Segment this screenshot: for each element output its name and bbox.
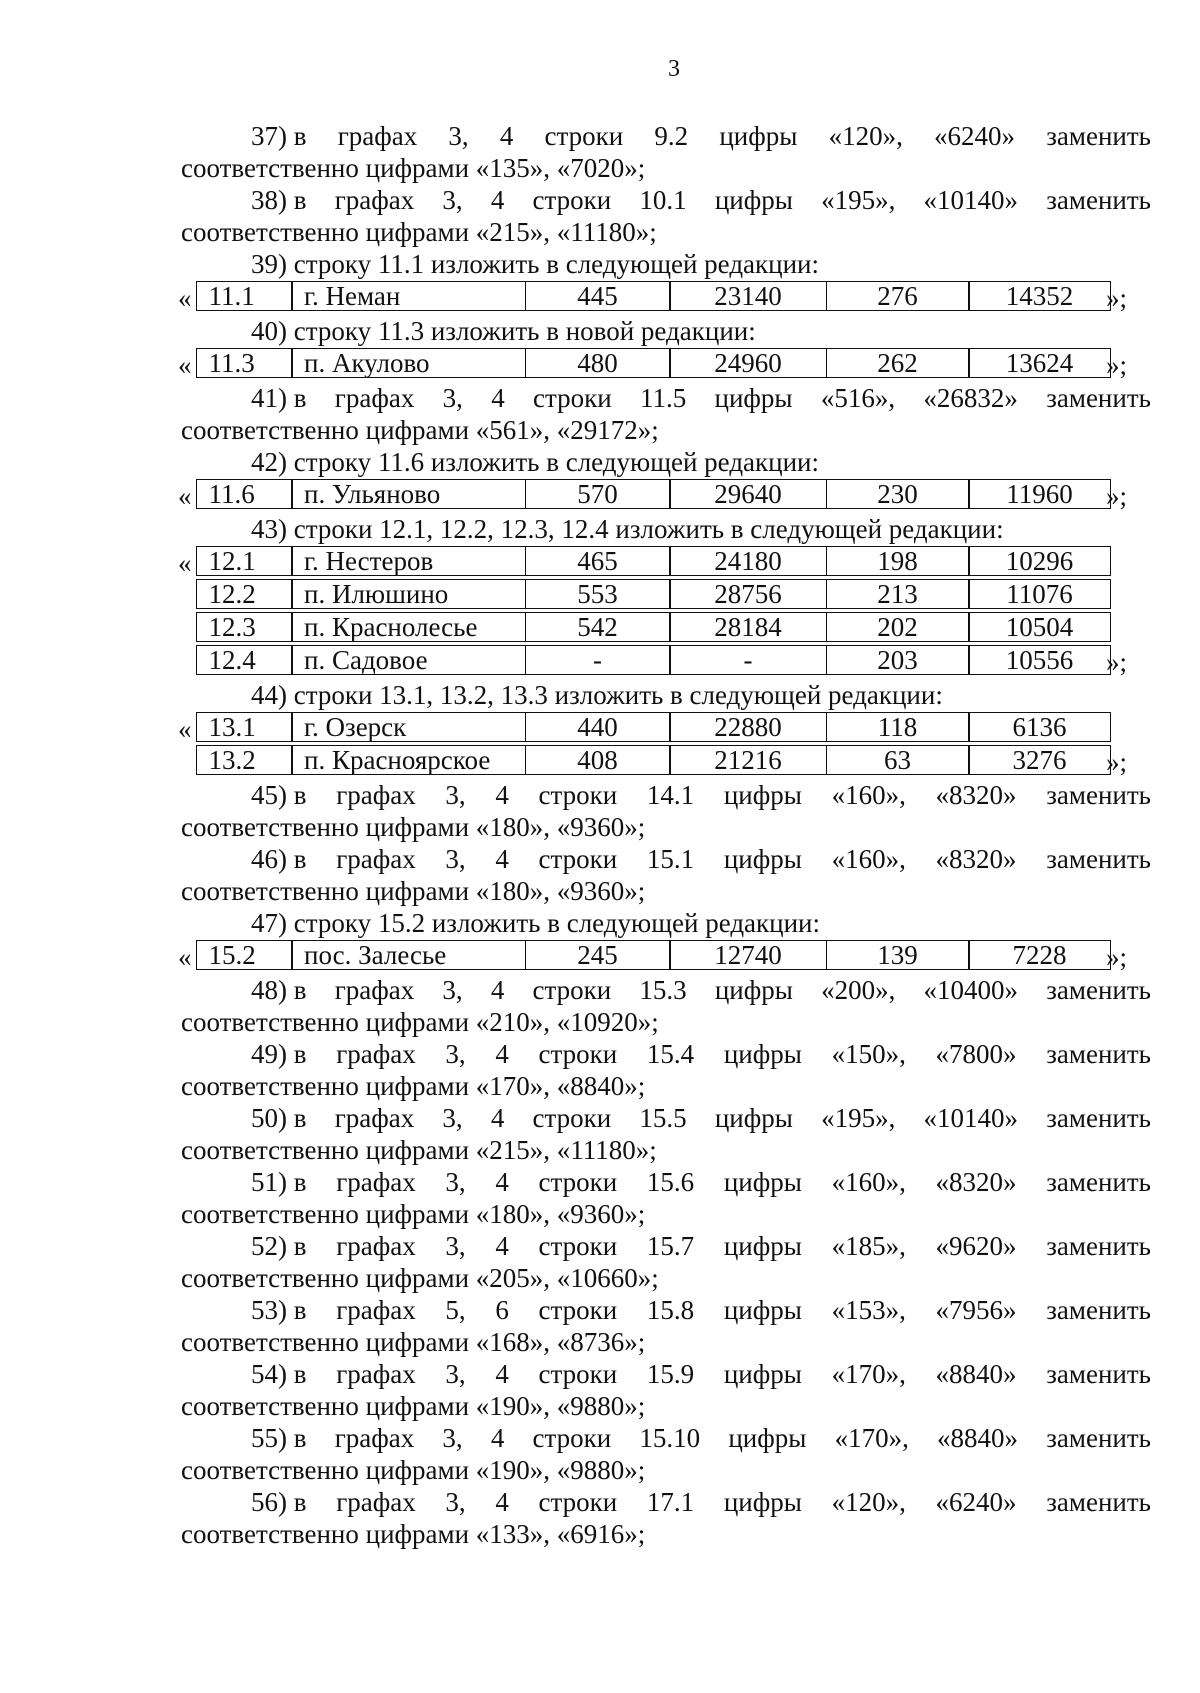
amendment-word: 17.1 bbox=[646, 1487, 695, 1517]
amendment-word: «26832» bbox=[923, 383, 1018, 413]
amendment-word: 4 bbox=[490, 185, 505, 215]
value-col5-cell: 202 bbox=[826, 612, 970, 642]
value-col3-cell: 245 bbox=[525, 940, 671, 970]
amendment-word: 4 bbox=[491, 383, 505, 413]
amendment-word: «9620» bbox=[935, 1231, 1017, 1261]
amendment-word: 3, bbox=[442, 975, 463, 1005]
row-number-cell: 11.1 bbox=[196, 281, 293, 311]
amendment-word: «120», bbox=[831, 1487, 906, 1517]
amendment-item bbox=[181, 843, 1151, 907]
value-col5-cell: 230 bbox=[826, 479, 970, 509]
locality-cell: п. Ульяново bbox=[291, 479, 526, 509]
amendment-word: графах bbox=[336, 1039, 416, 1069]
amendment-word: 3, bbox=[442, 1423, 463, 1453]
amendment-word: строки bbox=[532, 185, 612, 215]
value-col4-cell: 24180 bbox=[669, 546, 827, 576]
amendment-word: 9.2 bbox=[654, 121, 689, 151]
amendment-word: графах bbox=[334, 383, 415, 413]
amendment-word: 3, bbox=[445, 844, 466, 874]
row-number-cell: 12.4 bbox=[196, 645, 293, 675]
amendment-word: цифры bbox=[723, 1231, 802, 1261]
amendment-word: «7956» bbox=[935, 1295, 1017, 1325]
amendment-item bbox=[181, 120, 1151, 184]
amendment-item bbox=[181, 1486, 1151, 1550]
value-col6-cell: 14352 bbox=[968, 281, 1111, 311]
amendment-word: цифры bbox=[723, 844, 802, 874]
amendment-word: заменить bbox=[1046, 780, 1151, 810]
amendment-word: 4 bbox=[495, 780, 509, 810]
amendment-word: 3, bbox=[445, 780, 466, 810]
amendment-word: «7800» bbox=[935, 1039, 1017, 1069]
amendment-item bbox=[181, 779, 1151, 843]
amendment-word: «120», bbox=[828, 121, 903, 151]
amendment-first-line bbox=[181, 382, 1151, 414]
amendment-continuation: соответственно цифрами «561», «29172»; bbox=[181, 415, 659, 445]
page-number: 3 bbox=[668, 56, 680, 82]
value-col3-cell: 440 bbox=[525, 712, 671, 742]
amendment-word: заменить bbox=[1046, 121, 1151, 151]
amendment-item bbox=[181, 184, 1151, 248]
value-col4-cell: 28184 bbox=[669, 612, 827, 642]
amendment-continuation: соответственно цифрами «168», «8736»; bbox=[181, 1327, 646, 1357]
amendment-word: «10140» bbox=[923, 185, 1019, 215]
amendment-word: заменить bbox=[1046, 1103, 1151, 1133]
closing-quote: »; bbox=[1106, 747, 1128, 777]
amendment-word: графах bbox=[334, 975, 415, 1005]
value-col6-cell: 11960 bbox=[968, 479, 1111, 509]
amendment-word: «195», bbox=[821, 1103, 896, 1133]
amendment-word: строки bbox=[532, 1423, 612, 1453]
amendment-word: «8840» bbox=[935, 1359, 1017, 1389]
amendment-word: 37) в bbox=[251, 121, 307, 151]
table-row-cells bbox=[197, 713, 1111, 742]
amendment-word: «170», bbox=[834, 1423, 909, 1453]
amendment-word: заменить bbox=[1046, 975, 1151, 1005]
amendment-word: графах bbox=[336, 780, 416, 810]
amendment-continuation: соответственно цифрами «215», «11180»; bbox=[181, 217, 657, 247]
amendment-word: 15.6 bbox=[646, 1167, 695, 1197]
amendment-word: «160», bbox=[831, 780, 906, 810]
value-col6-cell: 6136 bbox=[968, 712, 1111, 742]
opening-quote: « bbox=[178, 350, 192, 380]
row-number-cell: 11.6 bbox=[196, 479, 293, 509]
value-col5-cell: 262 bbox=[826, 348, 970, 378]
value-col5-cell: 213 bbox=[826, 579, 970, 609]
closing-quote: »; bbox=[1106, 481, 1128, 511]
amendment-word: заменить bbox=[1046, 1359, 1151, 1389]
row-number-cell: 12.2 bbox=[196, 579, 293, 609]
table-row bbox=[178, 280, 1151, 315]
amendment-word: 5, bbox=[445, 1295, 466, 1325]
value-col6-cell: 10504 bbox=[968, 612, 1111, 642]
amendment-word: 48) в bbox=[251, 975, 307, 1005]
table-row bbox=[178, 711, 1151, 746]
table-row bbox=[181, 580, 1151, 613]
amendment-word: «8320» bbox=[935, 780, 1017, 810]
value-col4-cell: 21216 bbox=[669, 745, 827, 775]
amendment-word: 4 bbox=[495, 1359, 509, 1389]
document-body bbox=[178, 120, 1151, 1550]
amendment-first-line bbox=[181, 1038, 1151, 1070]
amendment-word: графах bbox=[336, 844, 416, 874]
amendment-item bbox=[181, 1038, 1151, 1102]
amendment-word: цифры bbox=[723, 1039, 802, 1069]
amendment-continuation: соответственно цифрами «190», «9880»; bbox=[181, 1455, 646, 1485]
amendment-word: 45) в bbox=[251, 780, 307, 810]
value-col5-cell: 118 bbox=[826, 712, 970, 742]
amendment-word: 3, bbox=[442, 383, 463, 413]
amendment-word: «200», bbox=[821, 975, 896, 1005]
amendment-first-line bbox=[181, 1422, 1151, 1454]
amendment-word: строки bbox=[538, 780, 618, 810]
amendment-word: 4 bbox=[495, 1231, 509, 1261]
amendment-word: заменить bbox=[1046, 1039, 1151, 1069]
amendment-word: заменить bbox=[1046, 1423, 1151, 1453]
amendment-word: 3, bbox=[445, 1231, 466, 1261]
amendment-word: графах bbox=[336, 1167, 416, 1197]
amendment-item bbox=[181, 382, 1151, 446]
table-row bbox=[178, 478, 1151, 513]
amendment-word: цифры bbox=[714, 383, 793, 413]
amendment-word: 15.10 bbox=[639, 1423, 701, 1453]
locality-cell: п. Акулово bbox=[291, 348, 526, 378]
amendment-word: графах bbox=[336, 1231, 416, 1261]
amendment-heading: 44) строки 13.1, 13.2, 13.3 изложить в следующей редакции: bbox=[251, 680, 943, 710]
amendment-word: заменить bbox=[1046, 1231, 1151, 1261]
table-row-cells bbox=[197, 480, 1111, 509]
amendment-first-line bbox=[181, 779, 1151, 811]
amendment-word: цифры bbox=[728, 1423, 807, 1453]
amendment-word: 3, bbox=[445, 1359, 466, 1389]
amendment-word: 4 bbox=[490, 975, 505, 1005]
amendment-word: 3, bbox=[448, 121, 469, 151]
amendment-word: строки bbox=[538, 1167, 618, 1197]
value-col5-cell: 203 bbox=[826, 645, 970, 675]
replacement-table bbox=[178, 280, 1151, 315]
amendment-item bbox=[181, 1230, 1151, 1294]
amendment-first-line bbox=[181, 1102, 1151, 1134]
table-row-cells bbox=[197, 282, 1111, 311]
value-col6-cell: 11076 bbox=[968, 579, 1111, 609]
amendment-continuation: соответственно цифрами «190», «9880»; bbox=[181, 1391, 646, 1421]
amendment-word: 15.5 bbox=[639, 1103, 687, 1133]
opening-quote: « bbox=[178, 283, 192, 313]
locality-cell: г. Озерск bbox=[291, 712, 526, 742]
amendment-word: цифры bbox=[723, 780, 802, 810]
amendment-first-line bbox=[181, 120, 1151, 152]
amendment-word: «6240» bbox=[935, 1487, 1017, 1517]
value-col6-cell: 7228 bbox=[968, 940, 1111, 970]
value-col4-cell: 29640 bbox=[669, 479, 827, 509]
amendment-word: заменить bbox=[1046, 383, 1151, 413]
amendment-word: графах bbox=[336, 1295, 416, 1325]
amendment-first-line bbox=[181, 1358, 1151, 1390]
amendment-word: строки bbox=[538, 1295, 618, 1325]
table-row bbox=[181, 646, 1151, 679]
amendment-word: графах bbox=[337, 121, 418, 151]
value-col4-cell: 22880 bbox=[669, 712, 827, 742]
amendment-continuation: соответственно цифрами «205», «10660»; bbox=[181, 1263, 659, 1293]
amendment-word: 56) в bbox=[251, 1487, 307, 1517]
amendment-word: графах bbox=[334, 185, 415, 215]
amendment-word: «10140» bbox=[923, 1103, 1019, 1133]
value-col4-cell: 28756 bbox=[669, 579, 827, 609]
amendment-word: графах bbox=[334, 1103, 415, 1133]
row-number-cell: 11.3 bbox=[196, 348, 293, 378]
amendment-word: «8320» bbox=[935, 1167, 1017, 1197]
amendment-first-line bbox=[181, 843, 1151, 875]
closing-quote: »; bbox=[1106, 283, 1128, 313]
value-col4-cell: - bbox=[669, 645, 827, 675]
amendment-continuation: соответственно цифрами «135», «7020»; bbox=[181, 153, 646, 183]
amendment-word: строки bbox=[538, 1487, 618, 1517]
value-col3-cell: 570 bbox=[525, 479, 671, 509]
opening-quote: « bbox=[178, 942, 192, 972]
amendment-word: 4 bbox=[495, 1487, 509, 1517]
amendment-word: 4 bbox=[490, 1103, 505, 1133]
amendment-word: цифры bbox=[714, 975, 793, 1005]
amendment-word: заменить bbox=[1046, 1487, 1151, 1517]
table-row bbox=[178, 545, 1151, 580]
amendment-word: строки bbox=[532, 975, 612, 1005]
amendment-word: 54) в bbox=[251, 1359, 307, 1389]
value-col3-cell: 465 bbox=[525, 546, 671, 576]
locality-cell: пос. Залесье bbox=[291, 940, 526, 970]
amendment-heading: 39) строку 11.1 изложить в следующей редакции: bbox=[251, 249, 820, 279]
amendment-word: 6 bbox=[495, 1295, 509, 1325]
amendment-word: 10.1 bbox=[639, 185, 687, 215]
value-col6-cell: 13624 bbox=[968, 348, 1111, 378]
amendment-word: 55) в bbox=[251, 1423, 307, 1453]
value-col3-cell: 542 bbox=[525, 612, 671, 642]
amendment-continuation: соответственно цифрами «170», «8840»; bbox=[181, 1071, 646, 1101]
amendment-word: строки bbox=[538, 844, 618, 874]
value-col6-cell: 10556 bbox=[968, 645, 1111, 675]
locality-cell: г. Неман bbox=[291, 281, 526, 311]
closing-quote: »; bbox=[1106, 942, 1128, 972]
amendment-first-line bbox=[181, 184, 1151, 216]
amendment-word: 15.3 bbox=[639, 975, 687, 1005]
amendment-word: «160», bbox=[831, 1167, 906, 1197]
amendment-word: 4 bbox=[495, 844, 509, 874]
amendment-word: 15.8 bbox=[646, 1295, 695, 1325]
amendment-first-line bbox=[181, 1486, 1151, 1518]
opening-quote: « bbox=[178, 548, 192, 578]
value-col4-cell: 24960 bbox=[669, 348, 827, 378]
replacement-table bbox=[178, 478, 1151, 513]
value-col3-cell: 480 bbox=[525, 348, 671, 378]
table-row bbox=[181, 746, 1151, 779]
amendment-word: графах bbox=[334, 1423, 415, 1453]
amendment-word: «170», bbox=[831, 1359, 906, 1389]
replacement-table bbox=[178, 545, 1151, 679]
amendment-word: «6240» bbox=[934, 121, 1016, 151]
amendment-item bbox=[181, 1102, 1151, 1166]
amendment-word: 3, bbox=[442, 1103, 463, 1133]
amendment-first-line bbox=[181, 974, 1151, 1006]
amendment-word: 51) в bbox=[251, 1167, 307, 1197]
amendment-word: 46) в bbox=[251, 844, 307, 874]
value-col3-cell: 408 bbox=[525, 745, 671, 775]
value-col5-cell: 198 bbox=[826, 546, 970, 576]
amendment-word: 14.1 bbox=[646, 780, 695, 810]
amendment-word: заменить bbox=[1046, 844, 1151, 874]
value-col5-cell: 139 bbox=[826, 940, 970, 970]
amendment-word: «8320» bbox=[935, 844, 1017, 874]
amendment-word: 15.9 bbox=[646, 1359, 695, 1389]
amendment-word: цифры bbox=[719, 121, 798, 151]
amendment-word: графах bbox=[336, 1359, 416, 1389]
table-row-cells bbox=[197, 349, 1111, 378]
amendment-word: 3, bbox=[445, 1487, 466, 1517]
amendment-word: 3, bbox=[445, 1167, 466, 1197]
amendment-item bbox=[181, 1422, 1151, 1486]
amendment-first-line bbox=[181, 1230, 1151, 1262]
amendment-heading: 40) строку 11.3 изложить в новой редакции: bbox=[251, 316, 756, 346]
amendment-word: 4 bbox=[495, 1167, 509, 1197]
closing-quote: »; bbox=[1106, 647, 1128, 677]
amendment-word: строки bbox=[532, 1103, 612, 1133]
table-row bbox=[181, 613, 1151, 646]
locality-cell: п. Илюшино bbox=[291, 579, 526, 609]
locality-cell: п. Красноярское bbox=[291, 745, 526, 775]
amendment-continuation: соответственно цифрами «133», «6916»; bbox=[181, 1519, 646, 1549]
amendment-word: графах bbox=[336, 1487, 416, 1517]
replacement-table bbox=[178, 939, 1151, 974]
row-number-cell: 13.2 bbox=[196, 745, 293, 775]
amendment-continuation: соответственно цифрами «210», «10920»; bbox=[181, 1007, 659, 1037]
locality-cell: г. Нестеров bbox=[291, 546, 526, 576]
amendment-word: «516», bbox=[820, 383, 896, 413]
closing-quote: »; bbox=[1106, 350, 1128, 380]
amendment-word: 50) в bbox=[251, 1103, 307, 1133]
amendment-continuation: соответственно цифрами «180», «9360»; bbox=[181, 876, 646, 906]
amendment-word: цифры bbox=[714, 185, 793, 215]
table-row bbox=[178, 939, 1151, 974]
amendment-word: заменить bbox=[1046, 1295, 1151, 1325]
amendment-item bbox=[181, 1166, 1151, 1230]
amendment-word: 3, bbox=[442, 185, 463, 215]
amendment-word: 3, bbox=[445, 1039, 466, 1069]
amendment-first-line bbox=[181, 1294, 1151, 1326]
value-col6-cell: 10296 bbox=[968, 546, 1111, 576]
amendment-word: 15.7 bbox=[646, 1231, 695, 1261]
row-number-cell: 13.1 bbox=[196, 712, 293, 742]
amendment-first-line bbox=[181, 1166, 1151, 1198]
locality-cell: п. Садовое bbox=[291, 645, 526, 675]
amendment-item bbox=[181, 1358, 1151, 1422]
amendment-word: 4 bbox=[490, 1423, 505, 1453]
value-col4-cell: 12740 bbox=[669, 940, 827, 970]
replacement-table bbox=[178, 711, 1151, 779]
table-row-cells bbox=[197, 746, 1111, 775]
amendment-word: «150», bbox=[831, 1039, 906, 1069]
amendment-word: строки bbox=[538, 1039, 618, 1069]
amendment-word: строки bbox=[538, 1231, 618, 1261]
amendment-word: строки bbox=[538, 1359, 618, 1389]
value-col3-cell: 445 bbox=[525, 281, 671, 311]
amendment-word: цифры bbox=[723, 1167, 802, 1197]
amendment-word: 52) в bbox=[251, 1231, 307, 1261]
amendment-word: 4 bbox=[499, 121, 514, 151]
amendment-item bbox=[181, 974, 1151, 1038]
amendment-continuation: соответственно цифрами «180», «9360»; bbox=[181, 812, 646, 842]
amendment-word: строки bbox=[544, 121, 624, 151]
row-number-cell: 15.2 bbox=[196, 940, 293, 970]
value-col6-cell: 3276 bbox=[968, 745, 1111, 775]
table-row-cells bbox=[197, 941, 1111, 970]
table-row-cells bbox=[197, 580, 1111, 609]
opening-quote: « bbox=[178, 714, 192, 744]
amendment-word: «185», bbox=[831, 1231, 906, 1261]
amendment-word: 53) в bbox=[251, 1295, 307, 1325]
locality-cell: п. Краснолесье bbox=[291, 612, 526, 642]
amendment-word: «160», bbox=[831, 844, 906, 874]
amendment-continuation: соответственно цифрами «180», «9360»; bbox=[181, 1199, 646, 1229]
table-row-cells bbox=[197, 613, 1111, 642]
amendment-word: 15.4 bbox=[646, 1039, 695, 1069]
amendment-word: 11.5 bbox=[639, 383, 687, 413]
value-col3-cell: 553 bbox=[525, 579, 671, 609]
amendment-word: цифры bbox=[723, 1487, 802, 1517]
amendment-word: строки bbox=[532, 383, 612, 413]
amendment-word: заменить bbox=[1046, 185, 1151, 215]
amendment-word: «195», bbox=[821, 185, 896, 215]
amendment-word: цифры bbox=[723, 1359, 802, 1389]
row-number-cell: 12.1 bbox=[196, 546, 293, 576]
table-row-cells bbox=[197, 646, 1111, 675]
row-number-cell: 12.3 bbox=[196, 612, 293, 642]
amendment-word: 41) в bbox=[251, 383, 307, 413]
value-col5-cell: 63 bbox=[826, 745, 970, 775]
amendment-heading: 42) строку 11.6 изложить в следующей редакции: bbox=[251, 447, 820, 477]
amendment-item bbox=[181, 1294, 1151, 1358]
value-col5-cell: 276 bbox=[826, 281, 970, 311]
amendment-word: цифры bbox=[714, 1103, 793, 1133]
value-col4-cell: 23140 bbox=[669, 281, 827, 311]
table-row bbox=[178, 347, 1151, 382]
amendment-word: 4 bbox=[495, 1039, 509, 1069]
amendment-word: «153», bbox=[831, 1295, 906, 1325]
opening-quote: « bbox=[178, 481, 192, 511]
amendment-word: 49) в bbox=[251, 1039, 307, 1069]
amendment-word: «10400» bbox=[923, 975, 1019, 1005]
amendment-word: 38) в bbox=[251, 185, 307, 215]
amendment-word: заменить bbox=[1046, 1167, 1151, 1197]
replacement-table bbox=[178, 347, 1151, 382]
amendment-heading: 43) строки 12.1, 12.2, 12.3, 12.4 изложить в следующей редакции: bbox=[251, 514, 1004, 544]
table-row-cells bbox=[197, 547, 1111, 576]
amendment-heading: 47) строку 15.2 изложить в следующей редакции: bbox=[251, 908, 821, 938]
amendment-word: 15.1 bbox=[646, 844, 695, 874]
amendment-continuation: соответственно цифрами «215», «11180»; bbox=[181, 1135, 657, 1165]
amendment-word: цифры bbox=[723, 1295, 802, 1325]
value-col3-cell: - bbox=[525, 645, 671, 675]
amendment-word: «8840» bbox=[937, 1423, 1019, 1453]
